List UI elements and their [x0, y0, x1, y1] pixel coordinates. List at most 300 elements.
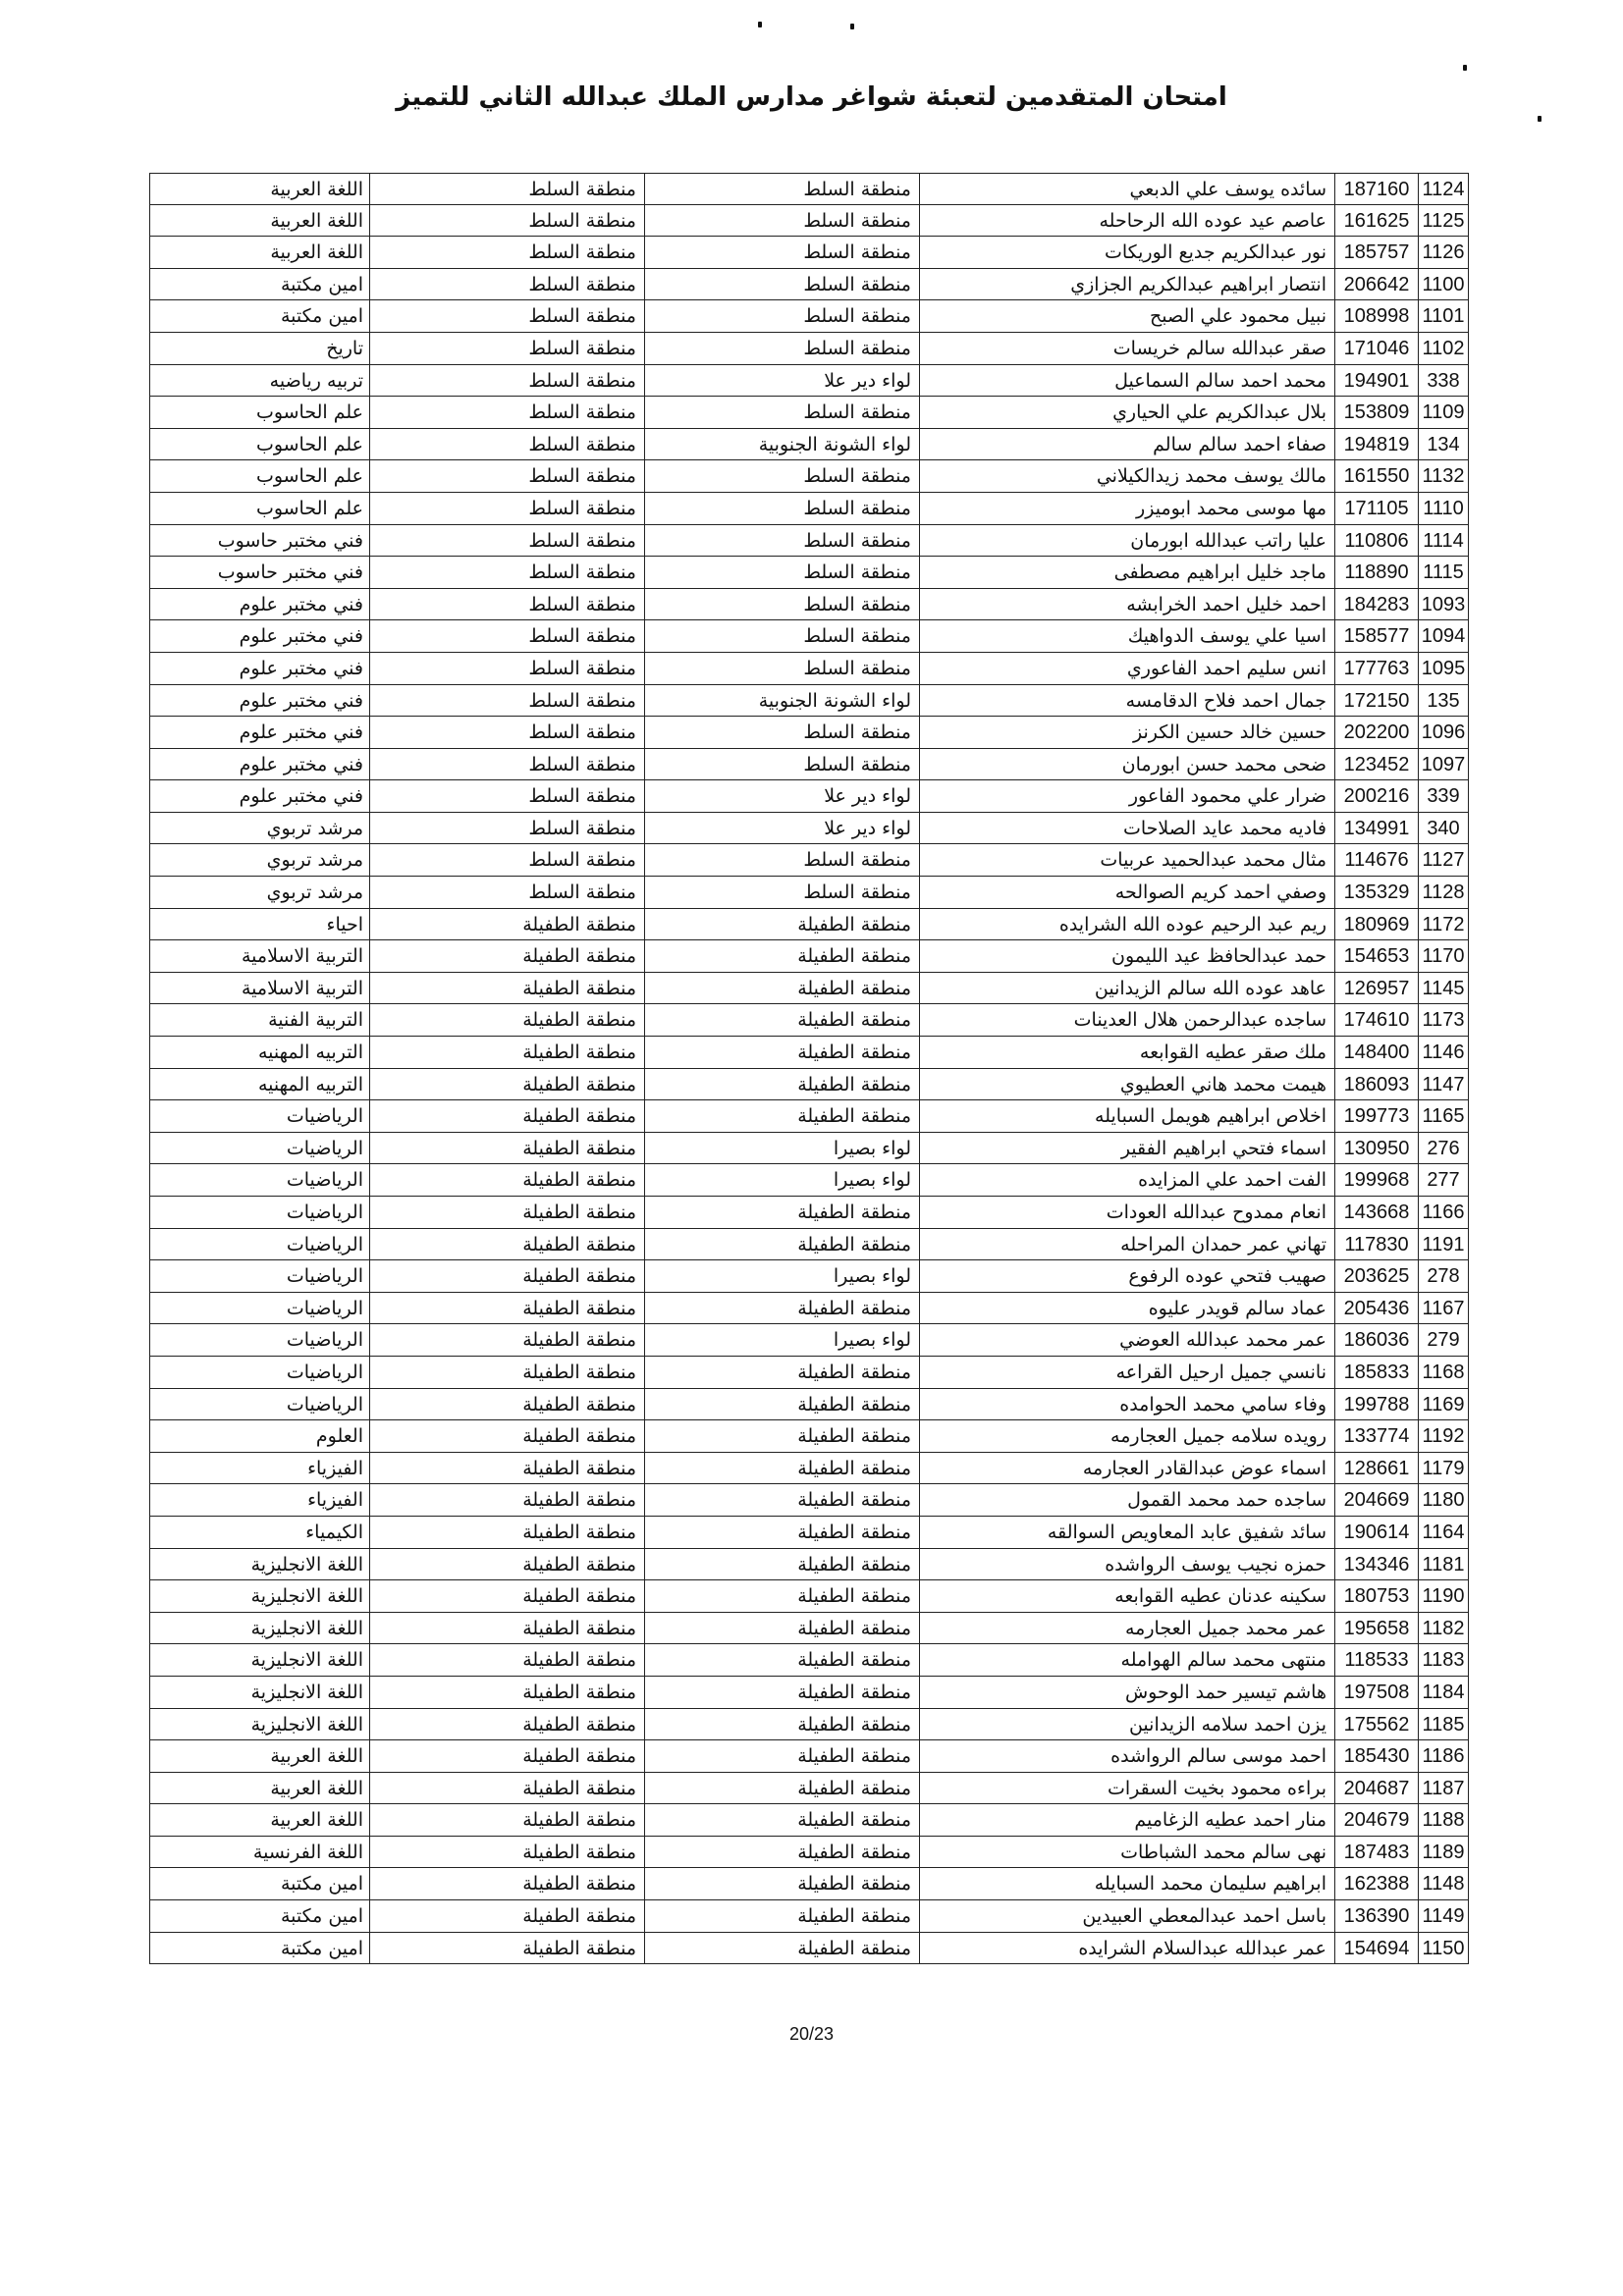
table-row — [149, 844, 1469, 877]
directorate-cell: منطقة الطفيلة — [370, 1197, 645, 1229]
candidate-name-cell: احمد خليل احمد الخرابشه — [920, 589, 1335, 621]
national-id-cell: 206642 — [1335, 269, 1419, 301]
table-row — [149, 589, 1469, 621]
directorate-cell: منطقة الطفيلة — [370, 1740, 645, 1773]
serial-number-cell: 339 — [1419, 780, 1469, 813]
candidate-name-cell: انتصار ابراهيم عبدالكريم الجزازي — [920, 269, 1335, 301]
table-row — [149, 237, 1469, 269]
directorate-cell: منطقة السلط — [370, 717, 645, 749]
table-row — [149, 1677, 1469, 1709]
directorate-cell: منطقة الطفيلة — [370, 1133, 645, 1165]
national-id-cell: 187160 — [1335, 173, 1419, 205]
national-id-cell: 199773 — [1335, 1100, 1419, 1133]
candidate-name-cell: ضرار علي محمود الفاعور — [920, 780, 1335, 813]
location-cell: منطقة الطفيلة — [645, 1804, 920, 1837]
serial-number-cell: 277 — [1419, 1164, 1469, 1197]
serial-number-cell: 279 — [1419, 1324, 1469, 1357]
serial-number-cell: 1124 — [1419, 173, 1469, 205]
table-row — [149, 1773, 1469, 1805]
national-id-cell: 204687 — [1335, 1773, 1419, 1805]
table-row — [149, 1324, 1469, 1357]
national-id-cell: 135329 — [1335, 877, 1419, 909]
serial-number-cell: 276 — [1419, 1133, 1469, 1165]
specialty-cell: فني مختبر علوم — [149, 653, 370, 685]
directorate-cell: منطقة الطفيلة — [370, 1517, 645, 1549]
specialty-cell: الرياضيات — [149, 1389, 370, 1421]
serial-number-cell: 1114 — [1419, 525, 1469, 558]
specialty-cell: مرشد تربوي — [149, 877, 370, 909]
serial-number-cell: 1192 — [1419, 1420, 1469, 1453]
national-id-cell: 171046 — [1335, 333, 1419, 365]
candidate-name-cell: نبيل محمود علي الصبح — [920, 300, 1335, 333]
serial-number-cell: 1191 — [1419, 1229, 1469, 1261]
candidate-name-cell: باسل احمد عبدالمعطي العبيدين — [920, 1900, 1335, 1933]
location-cell: منطقة السلط — [645, 844, 920, 877]
table-row — [149, 460, 1469, 493]
candidate-name-cell: سائد شفيق عابد المعاويص السوالقه — [920, 1517, 1335, 1549]
location-cell: منطقة الطفيلة — [645, 1644, 920, 1677]
specialty-cell: امين مكتبة — [149, 1868, 370, 1900]
specialty-cell: اللغة الانجليزية — [149, 1580, 370, 1613]
national-id-cell: 186036 — [1335, 1324, 1419, 1357]
location-cell: منطقة السلط — [645, 173, 920, 205]
location-cell: منطقة الطفيلة — [645, 1900, 920, 1933]
specialty-cell: الرياضيات — [149, 1357, 370, 1389]
serial-number-cell: 1185 — [1419, 1709, 1469, 1741]
location-cell: منطقة السلط — [645, 333, 920, 365]
candidate-name-cell: تهاني عمر حمدان المراحله — [920, 1229, 1335, 1261]
location-cell: منطقة الطفيلة — [645, 1677, 920, 1709]
location-cell: لواء دير علا — [645, 780, 920, 813]
specialty-cell: الرياضيات — [149, 1164, 370, 1197]
serial-number-cell: 1110 — [1419, 493, 1469, 525]
directorate-cell: منطقة السلط — [370, 269, 645, 301]
table-row — [149, 1613, 1469, 1645]
candidate-name-cell: وصفي احمد كريم الصوالحه — [920, 877, 1335, 909]
serial-number-cell: 134 — [1419, 429, 1469, 461]
specialty-cell: امين مكتبة — [149, 1900, 370, 1933]
candidate-name-cell: ابراهيم سليمان محمد السبايله — [920, 1868, 1335, 1900]
directorate-cell: منطقة الطفيلة — [370, 940, 645, 973]
national-id-cell: 118533 — [1335, 1644, 1419, 1677]
specialty-cell: امين مكتبة — [149, 1933, 370, 1965]
location-cell: منطقة الطفيلة — [645, 1420, 920, 1453]
candidate-name-cell: نور عبدالكريم جديع الوريكات — [920, 237, 1335, 269]
location-cell: منطقة الطفيلة — [645, 1933, 920, 1965]
specialty-cell: اللغة الفرنسية — [149, 1837, 370, 1869]
directorate-cell: منطقة السلط — [370, 493, 645, 525]
directorate-cell: منطقة السلط — [370, 333, 645, 365]
location-cell: منطقة الطفيلة — [645, 1517, 920, 1549]
specialty-cell: علم الحاسوب — [149, 460, 370, 493]
candidate-name-cell: ملك صقر عطيه القوابعه — [920, 1037, 1335, 1069]
location-cell: منطقة السلط — [645, 557, 920, 589]
candidate-name-cell: عاهد عوده الله سالم الزيدانين — [920, 973, 1335, 1005]
candidate-name-cell: انس سليم احمد الفاعوري — [920, 653, 1335, 685]
directorate-cell: منطقة السلط — [370, 460, 645, 493]
table-row — [149, 1357, 1469, 1389]
serial-number-cell: 1188 — [1419, 1804, 1469, 1837]
location-cell: لواء بصيرا — [645, 1324, 920, 1357]
location-cell: منطقة السلط — [645, 620, 920, 653]
directorate-cell: منطقة السلط — [370, 620, 645, 653]
table-row — [149, 1549, 1469, 1581]
scan-speck — [1463, 65, 1467, 71]
location-cell: منطقة الطفيلة — [645, 1613, 920, 1645]
directorate-cell: منطقة الطفيلة — [370, 1229, 645, 1261]
national-id-cell: 161625 — [1335, 205, 1419, 238]
national-id-cell: 184283 — [1335, 589, 1419, 621]
directorate-cell: منطقة الطفيلة — [370, 1260, 645, 1293]
directorate-cell: منطقة الطفيلة — [370, 1837, 645, 1869]
specialty-cell: اللغة العربية — [149, 1804, 370, 1837]
table-row — [149, 269, 1469, 301]
candidate-name-cell: براءه محمود بخيت السقرات — [920, 1773, 1335, 1805]
directorate-cell: منطقة الطفيلة — [370, 1484, 645, 1517]
serial-number-cell: 1168 — [1419, 1357, 1469, 1389]
table-row — [149, 620, 1469, 653]
national-id-cell: 194901 — [1335, 365, 1419, 398]
table-row — [149, 1260, 1469, 1293]
directorate-cell: منطقة الطفيلة — [370, 1100, 645, 1133]
serial-number-cell: 1097 — [1419, 749, 1469, 781]
table-row — [149, 1197, 1469, 1229]
table-row — [149, 333, 1469, 365]
serial-number-cell: 1102 — [1419, 333, 1469, 365]
national-id-cell: 134991 — [1335, 813, 1419, 845]
candidate-name-cell: حسين خالد حسين الكرنز — [920, 717, 1335, 749]
serial-number-cell: 340 — [1419, 813, 1469, 845]
table-row — [149, 813, 1469, 845]
location-cell: منطقة الطفيلة — [645, 1868, 920, 1900]
location-cell: لواء الشونة الجنوبية — [645, 429, 920, 461]
location-cell: منطقة السلط — [645, 749, 920, 781]
national-id-cell: 172150 — [1335, 685, 1419, 718]
national-id-cell: 136390 — [1335, 1900, 1419, 1933]
specialty-cell: احياء — [149, 909, 370, 941]
location-cell: منطقة السلط — [645, 653, 920, 685]
directorate-cell: منطقة الطفيلة — [370, 1389, 645, 1421]
directorate-cell: منطقة الطفيلة — [370, 1453, 645, 1485]
directorate-cell: منطقة الطفيلة — [370, 1773, 645, 1805]
national-id-cell: 185430 — [1335, 1740, 1419, 1773]
specialty-cell: مرشد تربوي — [149, 844, 370, 877]
scan-speck — [1538, 116, 1542, 122]
serial-number-cell: 1126 — [1419, 237, 1469, 269]
directorate-cell: منطقة السلط — [370, 780, 645, 813]
directorate-cell: منطقة السلط — [370, 557, 645, 589]
table-row — [149, 173, 1469, 205]
serial-number-cell: 1115 — [1419, 557, 1469, 589]
location-cell: منطقة الطفيلة — [645, 1453, 920, 1485]
candidate-name-cell: هاشم تيسير حمد الوحوش — [920, 1677, 1335, 1709]
candidate-name-cell: الفت احمد علي المزايده — [920, 1164, 1335, 1197]
candidate-name-cell: عمر محمد عبدالله العوضي — [920, 1324, 1335, 1357]
national-id-cell: 171105 — [1335, 493, 1419, 525]
national-id-cell: 199968 — [1335, 1164, 1419, 1197]
national-id-cell: 190614 — [1335, 1517, 1419, 1549]
candidate-name-cell: هيمت محمد هاني العطيوي — [920, 1069, 1335, 1101]
directorate-cell: منطقة الطفيلة — [370, 1804, 645, 1837]
location-cell: منطقة السلط — [645, 300, 920, 333]
table-row — [149, 429, 1469, 461]
candidate-name-cell: احمد موسى سالم الرواشده — [920, 1740, 1335, 1773]
serial-number-cell: 1128 — [1419, 877, 1469, 909]
table-row — [149, 749, 1469, 781]
table-row — [149, 940, 1469, 973]
location-cell: منطقة الطفيلة — [645, 1037, 920, 1069]
scan-speck — [758, 22, 762, 27]
specialty-cell: فني مختبر علوم — [149, 780, 370, 813]
specialty-cell: العلوم — [149, 1420, 370, 1453]
specialty-cell: اللغة العربية — [149, 237, 370, 269]
serial-number-cell: 1166 — [1419, 1197, 1469, 1229]
candidate-name-cell: اسيا علي يوسف الدواهيك — [920, 620, 1335, 653]
location-cell: منطقة الطفيلة — [645, 909, 920, 941]
national-id-cell: 130950 — [1335, 1133, 1419, 1165]
specialty-cell: تربيه رياضيه — [149, 365, 370, 398]
specialty-cell: الرياضيات — [149, 1260, 370, 1293]
serial-number-cell: 1165 — [1419, 1100, 1469, 1133]
serial-number-cell: 1189 — [1419, 1837, 1469, 1869]
specialty-cell: الفيزياء — [149, 1453, 370, 1485]
candidate-name-cell: ساجده عبدالرحمن هلال العدينات — [920, 1004, 1335, 1037]
candidate-name-cell: انعام ممدوح عبدالله العودات — [920, 1197, 1335, 1229]
serial-number-cell: 1167 — [1419, 1293, 1469, 1325]
serial-number-cell: 1164 — [1419, 1517, 1469, 1549]
national-id-cell: 185757 — [1335, 237, 1419, 269]
serial-number-cell: 1109 — [1419, 397, 1469, 429]
serial-number-cell: 1101 — [1419, 300, 1469, 333]
specialty-cell: امين مكتبة — [149, 269, 370, 301]
specialty-cell: فني مختبر علوم — [149, 620, 370, 653]
directorate-cell: منطقة السلط — [370, 300, 645, 333]
candidate-name-cell: عليا راتب عبدالله ابورمان — [920, 525, 1335, 558]
page-number: 20/23 — [788, 2024, 835, 2044]
candidate-name-cell: جمال احمد فلاح الدقامسه — [920, 685, 1335, 718]
specialty-cell: اللغة العربية — [149, 173, 370, 205]
directorate-cell: منطقة الطفيلة — [370, 1613, 645, 1645]
national-id-cell: 200216 — [1335, 780, 1419, 813]
directorate-cell: منطقة السلط — [370, 813, 645, 845]
location-cell: منطقة السلط — [645, 525, 920, 558]
specialty-cell: اللغة الانجليزية — [149, 1644, 370, 1677]
candidate-name-cell: ماجد خليل ابراهيم مصطفى — [920, 557, 1335, 589]
directorate-cell: منطقة السلط — [370, 205, 645, 238]
specialty-cell: مرشد تربوي — [149, 813, 370, 845]
directorate-cell: منطقة السلط — [370, 365, 645, 398]
table-row — [149, 300, 1469, 333]
table-row — [149, 1420, 1469, 1453]
location-cell: منطقة الطفيلة — [645, 1229, 920, 1261]
candidate-name-cell: نهى سالم محمد الشباطات — [920, 1837, 1335, 1869]
directorate-cell: منطقة الطفيلة — [370, 1933, 645, 1965]
location-cell: منطقة الطفيلة — [645, 1484, 920, 1517]
table-row — [149, 1229, 1469, 1261]
candidate-name-cell: سائده يوسف علي الدبعي — [920, 173, 1335, 205]
location-cell: منطقة الطفيلة — [645, 1004, 920, 1037]
candidate-name-cell: عماد سالم قويدر عليوه — [920, 1293, 1335, 1325]
directorate-cell: منطقة الطفيلة — [370, 909, 645, 941]
specialty-cell: الرياضيات — [149, 1197, 370, 1229]
location-cell: لواء بصيرا — [645, 1260, 920, 1293]
table-row — [149, 1644, 1469, 1677]
directorate-cell: منطقة الطفيلة — [370, 1037, 645, 1069]
serial-number-cell: 1149 — [1419, 1900, 1469, 1933]
specialty-cell: اللغة الانجليزية — [149, 1613, 370, 1645]
table-row — [149, 717, 1469, 749]
table-row — [149, 525, 1469, 558]
national-id-cell: 175562 — [1335, 1709, 1419, 1741]
table-row — [149, 1933, 1469, 1965]
directorate-cell: منطقة الطفيلة — [370, 1644, 645, 1677]
national-id-cell: 177763 — [1335, 653, 1419, 685]
table-row — [149, 1004, 1469, 1037]
location-cell: منطقة السلط — [645, 269, 920, 301]
national-id-cell: 186093 — [1335, 1069, 1419, 1101]
serial-number-cell: 1095 — [1419, 653, 1469, 685]
national-id-cell: 126957 — [1335, 973, 1419, 1005]
specialty-cell: اللغة الانجليزية — [149, 1549, 370, 1581]
table-row — [149, 1453, 1469, 1485]
candidate-name-cell: حمد عبدالحافظ عيد الليمون — [920, 940, 1335, 973]
serial-number-cell: 1150 — [1419, 1933, 1469, 1965]
serial-number-cell: 1172 — [1419, 909, 1469, 941]
location-cell: منطقة الطفيلة — [645, 973, 920, 1005]
serial-number-cell: 1132 — [1419, 460, 1469, 493]
scan-speck — [850, 24, 854, 29]
candidate-name-cell: وفاء سامي محمد الحوامده — [920, 1389, 1335, 1421]
candidate-name-cell: صفاء احمد سالم سالم — [920, 429, 1335, 461]
table-row — [149, 1389, 1469, 1421]
directorate-cell: منطقة الطفيلة — [370, 1357, 645, 1389]
location-cell: منطقة السلط — [645, 237, 920, 269]
table-row — [149, 1900, 1469, 1933]
serial-number-cell: 338 — [1419, 365, 1469, 398]
table-row — [149, 557, 1469, 589]
national-id-cell: 123452 — [1335, 749, 1419, 781]
directorate-cell: منطقة الطفيلة — [370, 1580, 645, 1613]
table-row — [149, 780, 1469, 813]
directorate-cell: منطقة الطفيلة — [370, 1900, 645, 1933]
candidate-name-cell: مها موسى محمد ابوميزر — [920, 493, 1335, 525]
table-row — [149, 685, 1469, 718]
specialty-cell: امين مكتبة — [149, 300, 370, 333]
directorate-cell: منطقة السلط — [370, 844, 645, 877]
specialty-cell: اللغة الانجليزية — [149, 1677, 370, 1709]
serial-number-cell: 1145 — [1419, 973, 1469, 1005]
specialty-cell: الرياضيات — [149, 1229, 370, 1261]
national-id-cell: 154694 — [1335, 1933, 1419, 1965]
location-cell: منطقة الطفيلة — [645, 1709, 920, 1741]
serial-number-cell: 1147 — [1419, 1069, 1469, 1101]
specialty-cell: اللغة العربية — [149, 205, 370, 238]
table-row — [149, 205, 1469, 238]
location-cell: منطقة الطفيلة — [645, 1293, 920, 1325]
directorate-cell: منطقة الطفيلة — [370, 1069, 645, 1101]
specialty-cell: فني مختبر حاسوب — [149, 525, 370, 558]
national-id-cell: 162388 — [1335, 1868, 1419, 1900]
location-cell: لواء بصيرا — [645, 1133, 920, 1165]
directorate-cell: منطقة السلط — [370, 653, 645, 685]
serial-number-cell: 1127 — [1419, 844, 1469, 877]
table-row — [149, 1164, 1469, 1197]
national-id-cell: 194819 — [1335, 429, 1419, 461]
table-row — [149, 909, 1469, 941]
location-cell: منطقة الطفيلة — [645, 940, 920, 973]
serial-number-cell: 1182 — [1419, 1613, 1469, 1645]
national-id-cell: 110806 — [1335, 525, 1419, 558]
candidate-name-cell: سكينه عدنان عطيه القوابعه — [920, 1580, 1335, 1613]
serial-number-cell: 1190 — [1419, 1580, 1469, 1613]
specialty-cell: التربية الاسلامية — [149, 940, 370, 973]
national-id-cell: 114676 — [1335, 844, 1419, 877]
specialty-cell: فني مختبر علوم — [149, 749, 370, 781]
national-id-cell: 143668 — [1335, 1197, 1419, 1229]
serial-number-cell: 1181 — [1419, 1549, 1469, 1581]
candidate-name-cell: محمد احمد سالم السماعيل — [920, 365, 1335, 398]
specialty-cell: فني مختبر علوم — [149, 717, 370, 749]
specialty-cell: التربية الفنية — [149, 1004, 370, 1037]
serial-number-cell: 1100 — [1419, 269, 1469, 301]
candidate-name-cell: عمر محمد جميل العجارمه — [920, 1613, 1335, 1645]
specialty-cell: الرياضيات — [149, 1324, 370, 1357]
specialty-cell: الرياضيات — [149, 1100, 370, 1133]
directorate-cell: منطقة السلط — [370, 685, 645, 718]
national-id-cell: 161550 — [1335, 460, 1419, 493]
location-cell: منطقة الطفيلة — [645, 1740, 920, 1773]
location-cell: منطقة السلط — [645, 493, 920, 525]
location-cell: منطقة السلط — [645, 717, 920, 749]
directorate-cell: منطقة السلط — [370, 173, 645, 205]
candidate-name-cell: حمزه نجيب يوسف الرواشده — [920, 1549, 1335, 1581]
candidate-name-cell: نانسي جميل ارحيل القراعه — [920, 1357, 1335, 1389]
national-id-cell: 204679 — [1335, 1804, 1419, 1837]
table-row — [149, 1837, 1469, 1869]
table-row — [149, 653, 1469, 685]
serial-number-cell: 1093 — [1419, 589, 1469, 621]
location-cell: منطقة الطفيلة — [645, 1837, 920, 1869]
location-cell: منطقة الطفيلة — [645, 1100, 920, 1133]
table-row — [149, 397, 1469, 429]
location-cell: منطقة السلط — [645, 205, 920, 238]
table-row — [149, 1740, 1469, 1773]
specialty-cell: فني مختبر علوم — [149, 589, 370, 621]
table-row — [149, 1804, 1469, 1837]
national-id-cell: 204669 — [1335, 1484, 1419, 1517]
specialty-cell: الرياضيات — [149, 1293, 370, 1325]
table-row — [149, 493, 1469, 525]
candidate-name-cell: بلال عبدالكريم علي الحياري — [920, 397, 1335, 429]
candidate-name-cell: عمر عبدالله عبدالسلام الشرايده — [920, 1933, 1335, 1965]
directorate-cell: منطقة الطفيلة — [370, 973, 645, 1005]
location-cell: منطقة الطفيلة — [645, 1197, 920, 1229]
national-id-cell: 180753 — [1335, 1580, 1419, 1613]
directorate-cell: منطقة السلط — [370, 397, 645, 429]
table-row — [149, 1484, 1469, 1517]
candidate-name-cell: مثال محمد عبدالحميد عربيات — [920, 844, 1335, 877]
national-id-cell: 185833 — [1335, 1357, 1419, 1389]
national-id-cell: 197508 — [1335, 1677, 1419, 1709]
national-id-cell: 174610 — [1335, 1004, 1419, 1037]
national-id-cell: 153809 — [1335, 397, 1419, 429]
specialty-cell: علم الحاسوب — [149, 429, 370, 461]
serial-number-cell: 1125 — [1419, 205, 1469, 238]
serial-number-cell: 1094 — [1419, 620, 1469, 653]
location-cell: منطقة السلط — [645, 460, 920, 493]
serial-number-cell: 1180 — [1419, 1484, 1469, 1517]
location-cell: منطقة الطفيلة — [645, 1357, 920, 1389]
